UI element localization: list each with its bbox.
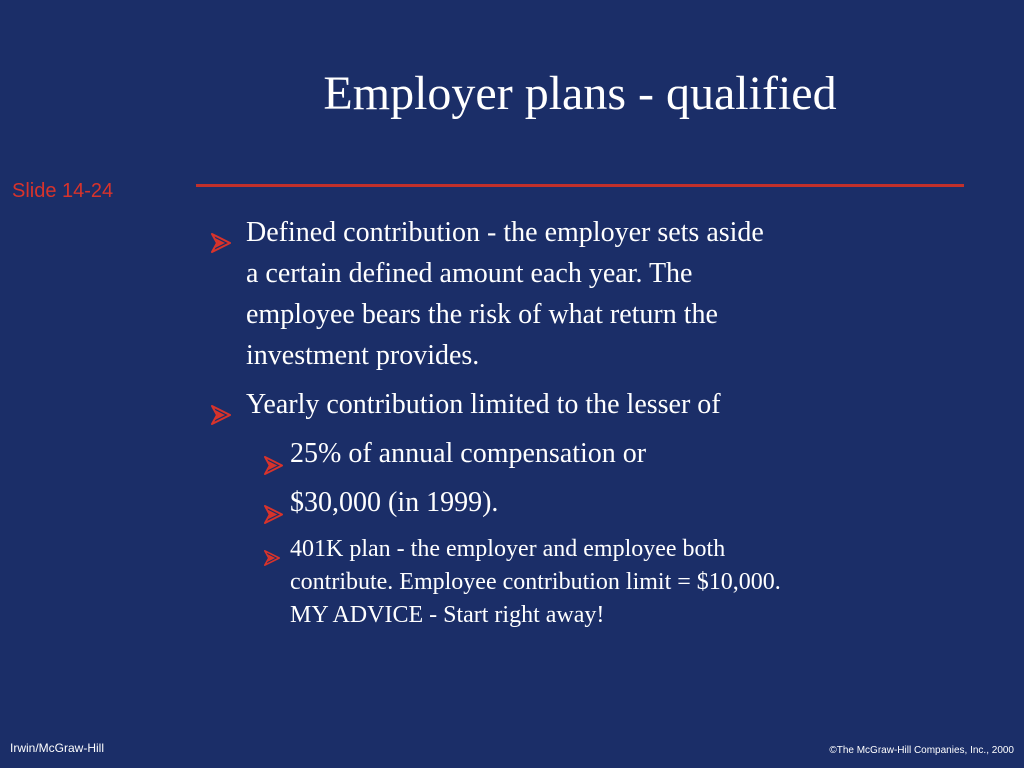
bullet-item-yearly-limit	[200, 384, 980, 425]
bullet-line: a certain defined amount each year. The	[246, 258, 693, 289]
bullet-line: 401K plan - the employer and employee both	[290, 536, 726, 562]
sub-bullet-dollar-limit	[200, 482, 980, 523]
arrow-bullet-icon	[211, 396, 231, 416]
bullet-line: 25% of annual compensation or	[290, 438, 647, 469]
sub-bullet-401k	[200, 533, 980, 632]
bullet-line: employee bears the risk of what return the	[246, 299, 718, 330]
bullet-item-defined-contribution	[200, 212, 980, 376]
arrow-bullet-icon	[211, 224, 231, 244]
bullet-line: investment provides.	[246, 340, 480, 371]
title-divider	[196, 184, 964, 187]
sub-bullet-compensation	[200, 433, 980, 474]
bullet-list	[200, 212, 980, 632]
slide-number: Slide 14-24	[12, 180, 114, 202]
bullet-line: Defined contribution - the employer sets aside	[246, 217, 764, 248]
footer-publisher: Irwin/McGraw-Hill	[10, 741, 104, 755]
bullet-line: $30,000 (in 1999).	[290, 487, 499, 518]
footer-copyright: ©The McGraw-Hill Companies, Inc., 2000	[829, 745, 1014, 756]
bullet-line: MY ADVICE - Start right away!	[290, 602, 605, 628]
bullet-line: Yearly contribution limited to the lesser of	[246, 389, 721, 420]
bullet-line: contribute. Employee contribution limit = $10,000.	[290, 569, 781, 595]
arrow-bullet-icon	[264, 446, 283, 465]
arrow-bullet-icon	[264, 543, 280, 559]
slide-title: Employer plans - qualified	[323, 67, 837, 120]
arrow-bullet-icon	[264, 495, 283, 514]
